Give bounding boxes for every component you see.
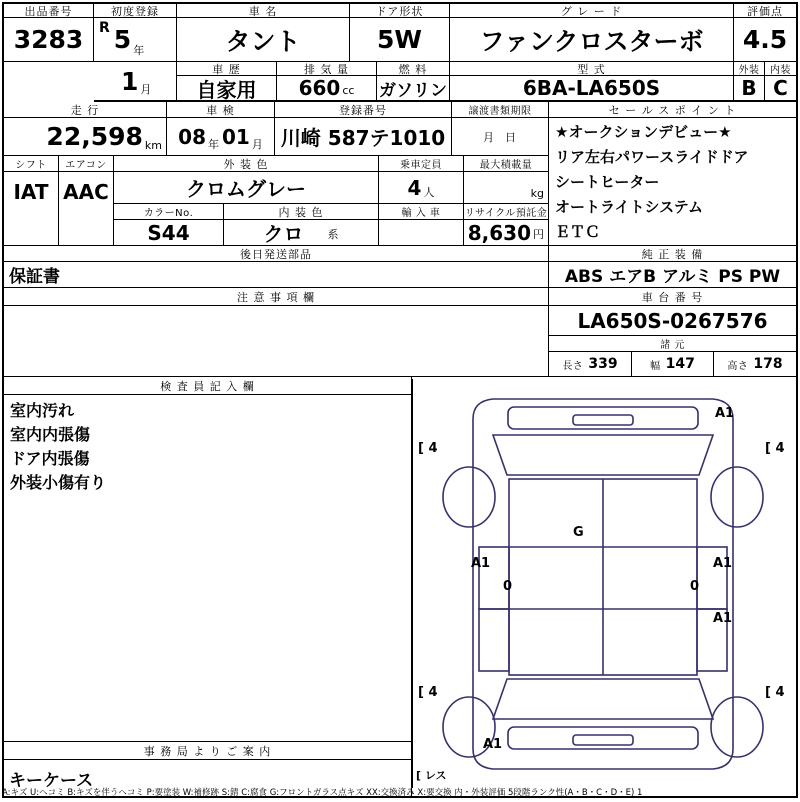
fuel-label: 燃 料	[377, 62, 450, 76]
color-number-value: S44	[114, 220, 224, 246]
recycle-deposit-label: リサイクル預託金	[464, 204, 549, 220]
displacement-label: 排 気 量	[277, 62, 377, 76]
car-name-value: タント	[177, 18, 350, 62]
car-history-label: 車 歴	[177, 62, 277, 76]
caution-label: 注 意 事 項 欄	[4, 288, 549, 306]
exterior-color-label: 外 装 色	[114, 156, 379, 172]
auction-sheet	[2, 2, 798, 798]
diagram-mark: A1	[715, 406, 735, 421]
interior-grade-label: 内装	[765, 62, 796, 76]
inspector-note-line: 室内汚れ	[10, 401, 75, 420]
sales-point-line: シートヒーター	[555, 173, 660, 191]
equipment-value: ABS エアB アルミ PS PW	[549, 262, 796, 288]
car-name-label: 車 名	[177, 4, 350, 18]
inspector-note-line: 外装小傷有り	[10, 473, 107, 492]
first-registration-label: 初度登録	[94, 4, 177, 18]
aircon-label: エアコン	[59, 156, 114, 172]
height-field: 高さ 178	[714, 352, 796, 377]
inspection-value: 08 年 01 月	[167, 118, 275, 156]
import-value	[379, 220, 464, 246]
import-label: 輸 入 車	[379, 204, 464, 220]
equipment-label: 純 正 装 備	[549, 246, 796, 262]
diagram-mark: A1	[471, 556, 491, 571]
diagram-mark: 0	[503, 579, 513, 594]
sales-points-list	[549, 118, 796, 246]
aircon-value-spacer	[59, 212, 114, 246]
diagram-mark: G	[573, 525, 584, 540]
vehicle-outline-svg	[413, 379, 799, 788]
caution-value	[4, 306, 549, 377]
inspector-notes	[4, 395, 412, 742]
max-load-label: 最大積載量	[464, 156, 549, 172]
vehicle-damage-diagram	[412, 379, 798, 788]
score-value: 4.5	[734, 18, 796, 62]
aircon-value: AAC	[59, 172, 114, 212]
diagram-mark: [ 4	[418, 685, 438, 700]
shift-value: IAT	[4, 172, 59, 212]
inspection-label: 車 検	[167, 102, 275, 118]
diagram-mark: A1	[483, 737, 503, 752]
diagram-mark: A1	[713, 556, 733, 571]
diagram-mark: 0	[690, 579, 700, 594]
sales-point-line: オートライトシステム	[555, 198, 704, 216]
exterior-color-value: クロムグレー	[114, 172, 379, 204]
diagram-mark: [ 4	[418, 441, 438, 456]
car-history-value: 自家用	[177, 76, 277, 102]
inspector-note-line: ドア内張傷	[10, 449, 90, 468]
exterior-grade-label: 外装	[734, 62, 765, 76]
door-type-value: 5W	[350, 18, 450, 62]
grade-label: グ レ ー ド	[450, 4, 734, 18]
later-parts-label: 後日発送部品	[4, 246, 549, 262]
inspector-label: 検 査 員 記 入 欄	[4, 377, 412, 395]
recycle-deposit-value: 8,630 円	[464, 220, 549, 246]
diagram-mark: [ 4	[765, 441, 785, 456]
model-code-label: 型 式	[450, 62, 734, 76]
displacement-value: 660 cc	[277, 76, 377, 102]
lot-number-value: 3283	[4, 18, 94, 62]
registration-number-value: 川崎 587テ1010	[275, 118, 452, 156]
sales-point-line: ★オークションデビュー★	[555, 123, 732, 141]
transfer-deadline-label: 譲渡書類期限	[452, 102, 549, 118]
later-parts-value: 保証書	[4, 262, 549, 288]
exterior-grade-value: B	[734, 76, 765, 102]
inspector-note-line: 室内内張傷	[10, 425, 91, 444]
registration-number-label: 登録番号	[275, 102, 452, 118]
chassis-number-value: LA650S-0267576	[549, 306, 796, 336]
sales-point-line: リア左右パワースライドドア	[555, 148, 749, 166]
score-label: 評価点	[734, 4, 796, 18]
chassis-number-label: 車 台 番 号	[549, 288, 796, 306]
interior-grade-value: C	[765, 76, 796, 102]
max-load-value: kg	[464, 172, 549, 204]
interior-color-value: クロ 系	[224, 220, 379, 246]
width-field: 幅 147	[632, 352, 714, 377]
diagram-mark: [ レス	[416, 769, 447, 782]
color-number-label: カラーNo.	[114, 204, 224, 220]
first-registration-value: R 5 年	[94, 18, 177, 62]
legend-footer: A:キズ U:ヘコミ B:キズを伴うヘコミ P:要塗装 W:補修跡 S:錆 C:腐食 G:フロントガラス点キズ XX:交換済み X:要交換 内・外装評価 5段階ランク性(A・B・C・D・E) 1	[2, 788, 643, 798]
shift-value-spacer	[4, 212, 59, 246]
door-type-label: ドア形状	[350, 4, 450, 18]
sales-points-label: セ ー ル ス ポ イ ン ト	[549, 102, 796, 118]
diagram-mark: A1	[713, 611, 733, 626]
seats-label: 乗車定員	[379, 156, 464, 172]
office-notice-value: キーケース	[4, 760, 412, 796]
seats-value: 4 人	[379, 172, 464, 204]
grade-value: ファンクロスターボ	[450, 18, 734, 62]
fuel-value: ガソリン	[377, 76, 450, 102]
first-registration-month: 1 月	[94, 62, 177, 102]
shift-label: シフト	[4, 156, 59, 172]
sales-point-line: ＥＴＣ	[555, 223, 601, 241]
dimensions-label: 諸 元	[549, 336, 796, 352]
mileage-label: 走 行	[4, 102, 167, 118]
interior-color-label: 内 装 色	[224, 204, 379, 220]
length-field: 長さ 339	[549, 352, 632, 377]
diagram-mark: [ 4	[765, 685, 785, 700]
office-notice-label: 事 務 局 よ り ご 案 内	[4, 742, 412, 760]
transfer-deadline-value: 月 日	[452, 118, 549, 156]
model-code-value: 6BA-LA650S	[450, 76, 734, 102]
mileage-value: 22,598 km	[4, 118, 167, 156]
lot-number-label: 出品番号	[4, 4, 94, 18]
